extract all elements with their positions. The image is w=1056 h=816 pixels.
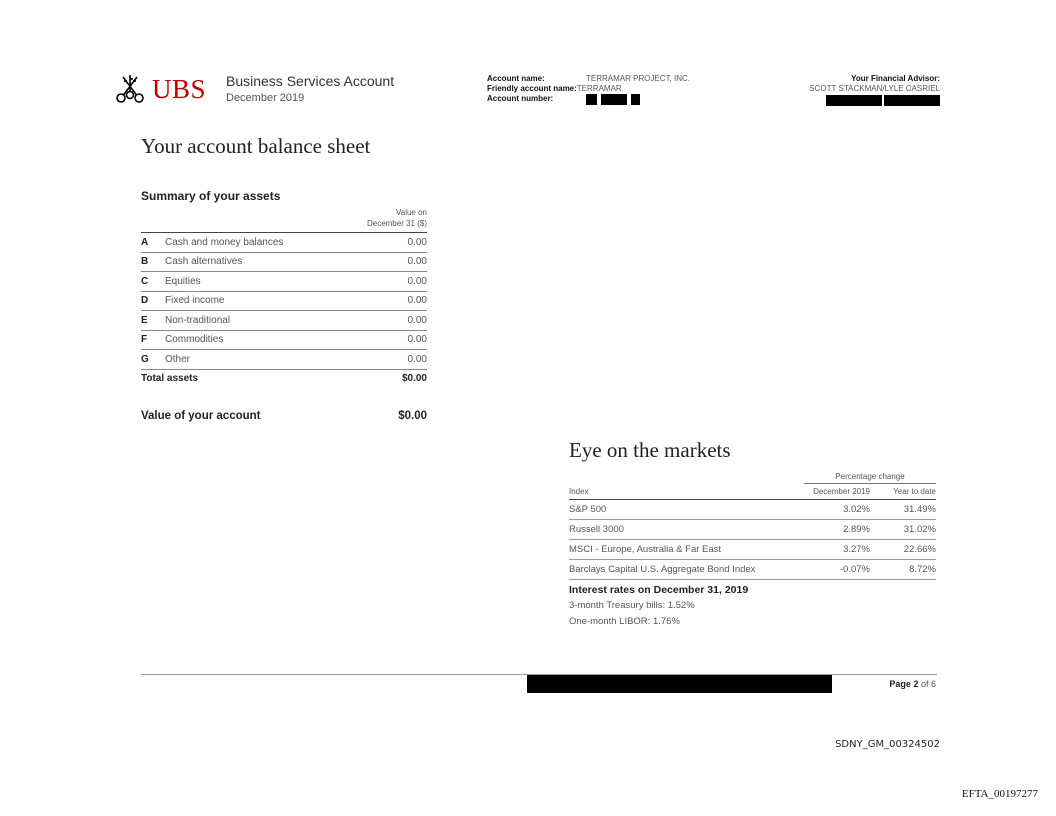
summary-rows (141, 233, 427, 370)
asset-row (141, 331, 427, 351)
account-value-row (141, 410, 427, 422)
market-row (569, 560, 936, 580)
asset-row (141, 292, 427, 312)
value-column-header-line1: Value on (396, 208, 427, 217)
account-number-label: Account number: (487, 94, 554, 103)
advisor-names: SCOTT STACKMAN/LYLE CASRIEL (809, 84, 940, 93)
ubs-keys-icon (113, 72, 147, 106)
efta-number: EFTA_00197277 (961, 788, 1038, 800)
interest-line: 3-month Treasury bills: 1.52% (569, 600, 695, 611)
market-index-name: Barclays Capital U.S. Aggregate Bond Index (569, 564, 756, 575)
footer-redaction (527, 675, 832, 693)
brand-name: UBS (152, 73, 207, 104)
month-column-header: December 2019 (813, 487, 870, 496)
asset-letter: F (141, 334, 148, 346)
market-ytd-change: 31.02% (903, 524, 936, 535)
asset-row (141, 350, 427, 370)
friendly-name-label: Friendly account name: (487, 84, 577, 93)
interest-heading: Interest rates on December 31, 2019 (569, 584, 749, 596)
account-name-label: Account name: (487, 74, 545, 83)
market-ytd-change: 31.49% (903, 504, 936, 515)
market-month-change: -0.07% (839, 564, 870, 575)
page-number: 2 (913, 679, 919, 689)
asset-letter: G (141, 353, 149, 365)
market-row (569, 500, 936, 520)
account-number-redaction (586, 94, 640, 105)
asset-row (141, 272, 427, 292)
total-assets-label: Total assets (141, 373, 199, 385)
markets-column-headers (569, 484, 936, 500)
market-month-change: 3.27% (843, 544, 870, 555)
total-assets-row (141, 370, 427, 389)
asset-name: Cash alternatives (165, 256, 243, 268)
percentage-change-label: Percentage change (804, 472, 936, 484)
advisor-label: Your Financial Advisor: (851, 74, 940, 83)
asset-name: Cash and money balances (165, 236, 284, 248)
ytd-column-header: Year to date (893, 487, 936, 496)
account-value-label: Value of your account (141, 410, 261, 422)
markets-table (569, 472, 936, 580)
asset-letter: A (141, 236, 149, 248)
asset-value: 0.00 (407, 295, 427, 307)
asset-value: 0.00 (407, 256, 427, 268)
asset-value: 0.00 (407, 334, 427, 346)
markets-title: Eye on the markets (569, 438, 731, 462)
account-name-value: TERRAMAR PROJECT, INC. (586, 74, 691, 83)
asset-name: Non-traditional (165, 314, 231, 326)
asset-value: 0.00 (407, 275, 427, 287)
asset-letter: C (141, 275, 149, 287)
asset-name: Commodities (165, 334, 224, 346)
asset-row (141, 253, 427, 273)
market-month-change: 3.02% (843, 504, 870, 515)
advisor-redaction (809, 95, 940, 106)
value-column-header-line2: December 31 ($) (366, 219, 427, 228)
index-column-header: Index (569, 487, 589, 496)
total-assets-value: $0.00 (401, 373, 427, 385)
statement-period: December 2019 (226, 92, 305, 104)
market-row (569, 520, 936, 540)
asset-letter: B (141, 256, 149, 268)
percentage-change-header (569, 472, 936, 484)
asset-letter: E (141, 314, 148, 326)
bates-number: SDNY_GM_00324502 (835, 739, 940, 750)
asset-value: 0.00 (407, 236, 427, 248)
market-index-name: S&P 500 (569, 504, 607, 515)
market-ytd-change: 8.72% (909, 564, 936, 575)
interest-line: One-month LIBOR: 1.76% (569, 616, 680, 627)
friendly-name-value: TERRAMAR (576, 84, 622, 93)
page-total: of 6 (920, 679, 936, 689)
account-info (487, 74, 690, 105)
market-row (569, 540, 936, 560)
balance-sheet-title: Your account balance sheet (141, 134, 371, 158)
product-block (226, 73, 394, 104)
interest-rates (569, 582, 748, 630)
asset-row (141, 233, 427, 253)
page-indicator (889, 679, 936, 689)
asset-name: Equities (165, 275, 201, 287)
product-title: Business Services Account (226, 73, 395, 89)
asset-summary-table (141, 189, 427, 388)
market-index-name: Russell 3000 (569, 524, 624, 535)
market-month-change: 2.89% (843, 524, 870, 535)
account-value-amount: $0.00 (398, 410, 427, 422)
asset-name: Fixed income (165, 295, 225, 307)
asset-letter: D (141, 295, 149, 307)
summary-heading: Summary of your assets (141, 189, 281, 203)
market-ytd-change: 22.66% (903, 544, 936, 555)
asset-value: 0.00 (407, 314, 427, 326)
asset-row (141, 311, 427, 331)
asset-name: Other (165, 353, 191, 365)
value-column-header (141, 207, 427, 233)
asset-value: 0.00 (407, 353, 427, 365)
page-word: Page (889, 679, 911, 689)
ubs-logo (113, 72, 206, 106)
market-index-name: MSCI - Europe, Australia & Far East (569, 544, 722, 555)
financial-advisor (809, 74, 940, 106)
market-rows (569, 500, 936, 580)
